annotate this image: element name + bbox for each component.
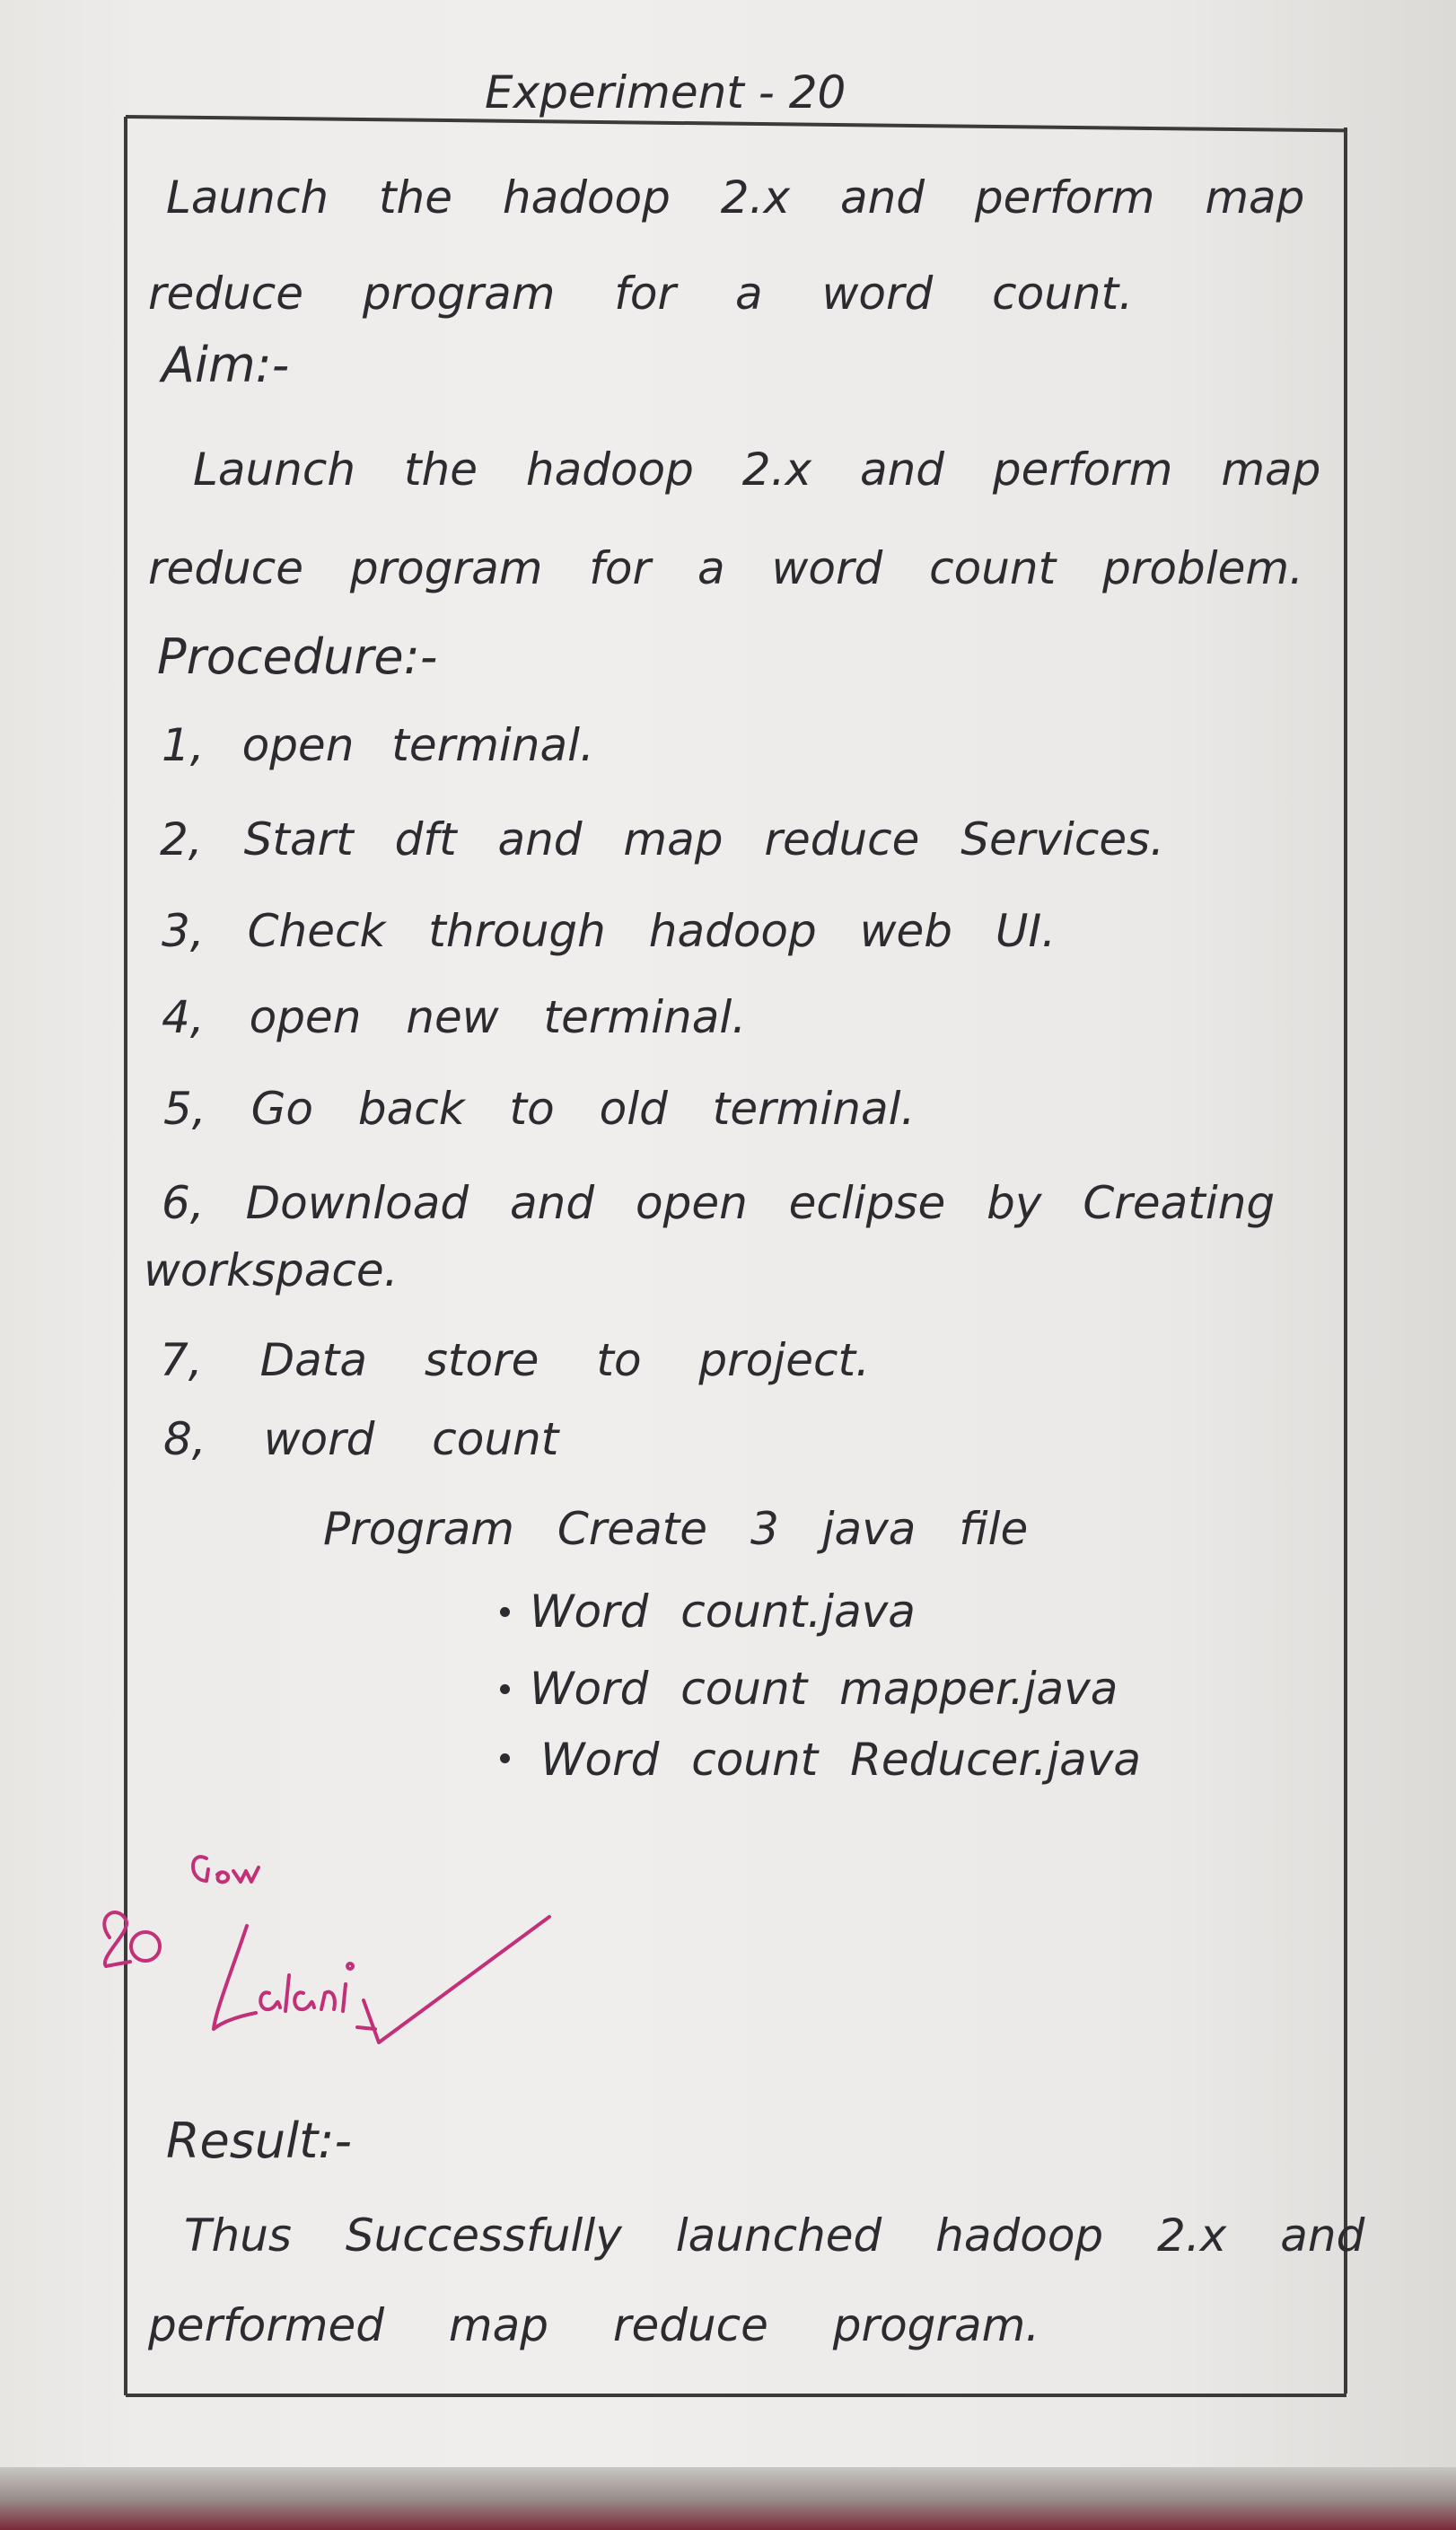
java-file-item: Word count Reducer.java xyxy=(540,1734,1141,1786)
java-file-item: Word count mapper.java xyxy=(530,1663,1118,1715)
procedure-step-1: 1, open terminal. xyxy=(162,719,594,771)
java-file-item: Word count.java xyxy=(530,1586,916,1638)
procedure-step-3: 3, Check through hadoop web UI. xyxy=(162,905,1057,957)
frame-right-border xyxy=(1344,127,1347,2394)
bullet-dot xyxy=(500,1607,510,1617)
procedure-step-7: 7, Data store to project. xyxy=(160,1334,870,1386)
procedure-step-6-continued: workspace. xyxy=(144,1244,399,1296)
aim-line-1: Launch the hadoop 2.x and perform map xyxy=(193,444,1321,496)
result-heading: Result:- xyxy=(166,2113,352,2169)
bullet-dot xyxy=(500,1684,510,1694)
procedure-step-8: 8, word count xyxy=(163,1413,559,1465)
procedure-step-6: 6, Download and open eclipse by Creating xyxy=(162,1177,1276,1229)
objective-line-2: reduce program for a word count. xyxy=(148,268,1134,320)
procedure-step-4: 4, open new terminal. xyxy=(162,991,747,1043)
procedure-step-5: 5, Go back to old terminal. xyxy=(163,1083,916,1135)
procedure-heading: Procedure:- xyxy=(157,628,438,685)
aim-line-2: reduce program for a word count problem. xyxy=(148,542,1303,594)
desk-background xyxy=(0,2467,1456,2530)
experiment-title: Experiment - 20 xyxy=(485,66,846,119)
result-line-1: Thus Successfully launched hadoop 2.x and xyxy=(184,2209,1365,2262)
objective-line-1: Launch the hadoop 2.x and perform map xyxy=(166,171,1305,224)
bullet-dot xyxy=(500,1753,510,1763)
procedure-step-2: 2, Start dft and map reduce Services. xyxy=(160,813,1165,865)
teacher-signature xyxy=(90,1840,592,2092)
program-line: Program Create 3 java file xyxy=(323,1503,1029,1555)
frame-bottom-border xyxy=(126,2394,1346,2397)
result-line-2: performed map reduce program. xyxy=(148,2299,1040,2351)
aim-heading: Aim:- xyxy=(162,337,290,393)
